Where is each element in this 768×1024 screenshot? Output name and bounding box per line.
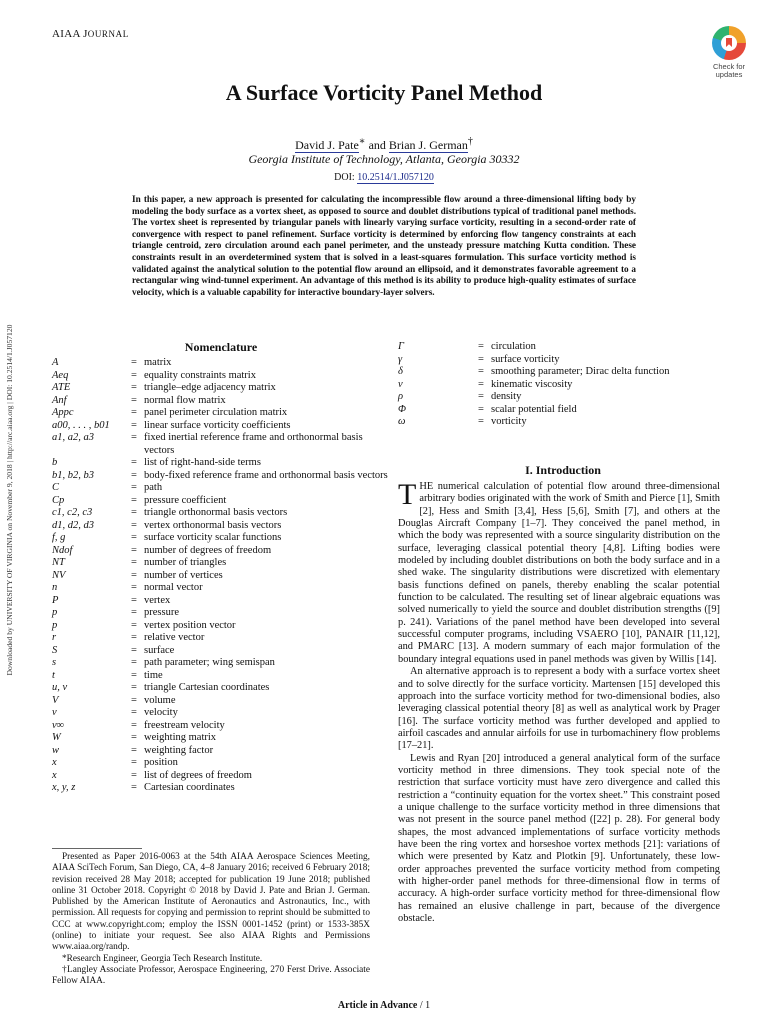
nomenclature-symbol: Ndof (52, 544, 73, 556)
nomenclature-definition: time (144, 669, 163, 681)
nomenclature-right-list (398, 341, 728, 429)
nomenclature-definition: number of vertices (144, 569, 223, 581)
badge-line1: Check for (712, 62, 746, 71)
nomenclature-definition: weighting factor (144, 744, 214, 756)
footnote-rule (52, 848, 142, 849)
nomenclature-definition: surface (144, 644, 175, 656)
nomenclature-equals: = (131, 494, 137, 506)
nomenclature-symbol: b⃗ (52, 457, 66, 468)
nomenclature-equals: = (131, 782, 137, 793)
nomenclature-equals: = (478, 391, 484, 402)
nomenclature-equals: = (131, 707, 137, 718)
nomenclature-entry (398, 341, 728, 354)
nomenclature-entry (52, 470, 390, 483)
nomenclature-entry (52, 582, 390, 595)
nomenclature-equals: = (131, 744, 137, 756)
nomenclature-symbol: ρ (398, 391, 404, 402)
nomenclature-entry (398, 366, 728, 379)
drop-cap: T (398, 478, 417, 511)
nomenclature-symbol: S (52, 644, 58, 656)
nomenclature-entry (52, 495, 390, 508)
nomenclature-entry (52, 607, 390, 620)
nomenclature-symbol: a00, . . . , b01 (52, 419, 110, 431)
nomenclature-definition: triangle–edge adjacency matrix (144, 382, 276, 393)
nomenclature-equals: = (478, 403, 484, 415)
nomenclature-entry (52, 520, 390, 533)
nomenclature-symbol: w (52, 744, 60, 756)
nomenclature-entry (52, 782, 390, 795)
crossmark-icon (712, 26, 746, 60)
nomenclature-definition: circulation (491, 341, 536, 352)
nomenclature-entry (52, 757, 390, 770)
nomenclature-entry (52, 570, 390, 583)
nomenclature-equals: = (131, 419, 137, 431)
introduction-text (398, 478, 720, 925)
nomenclature-definition: pressure (144, 607, 179, 618)
nomenclature-equals: = (131, 719, 137, 731)
nomenclature-definition: triangle Cartesian coordinates (144, 682, 270, 693)
nomenclature-definition: velocity (144, 707, 178, 718)
nomenclature-entry (52, 645, 390, 658)
author-link-1[interactable]: David J. Pate (295, 138, 359, 152)
nomenclature-equals: = (478, 353, 484, 365)
nomenclature-symbol: Cp (52, 494, 65, 506)
nomenclature-symbol: Φ (398, 403, 406, 415)
author-mark-1[interactable]: ∗ (358, 136, 366, 147)
nomenclature-symbol: W (52, 732, 61, 743)
nomenclature-entry (52, 732, 390, 745)
nomenclature-definition: smoothing parameter; Dirac delta function (491, 366, 670, 377)
intro-paragraph-3: Lewis and Ryan [20] introduced a general analytical form of the surface vorticity method in three dimensions. They took special note of the restriction that surface vorticity must have zero divergence and called this restriction a “continuity equation for the vortex sheet.” This constraint posed a unique challenge to the surface vorticity method in three dimensions that was not present in the source panel method ([22] p. 28). For general body shapes, the most advanced implementations of surface vorticity methods have been the ring vortex and horseshoe vortex methods [21]: variations of which were presented by Katz and Plotkin [9]. Unfortunately, these low-order approaches prevented the surface vorticity method from competing with higher-order panel methods for three-dimensional flow in terms of accuracy. A high-order surface vorticity method for three-dimensional flow has remained an elusive challenge in part, because of the divergence obstacle. (398, 752, 720, 925)
nomenclature-entry (52, 420, 390, 433)
page-footer: Article in Advance / 1 (337, 1000, 431, 1011)
nomenclature-equals: = (131, 457, 137, 468)
nomenclature-entry (52, 720, 390, 733)
nomenclature-definition: vertex orthonormal basis vectors (144, 519, 282, 531)
nomenclature-definition: path (144, 482, 163, 493)
check-for-updates-badge[interactable] (700, 24, 758, 84)
section-heading-introduction: I. Introduction (525, 463, 601, 477)
affiliation: Georgia Institute of Technology, Atlanta, Georgia 30332 (248, 152, 520, 166)
abstract: In this paper, a new approach is presented for calculating the incompressible flow around a three-dimensional lifting body by modeling the body surface as a vortex sheet, as opposed to source and doublet distributions typical of traditional panel methods. The vortex sheet is represented by triangular panels with linearly varying surface vorticity, resulting in a second-order rate of convergence with respect to panel refinement. Surface vorticity is determined by enforcing flow tangency constraints at each triangle centroid, zero circulation around each panel perimeter, and the unsteady pressure matching Kutta condition. These constraints result in an overdetermined system that is solved in a least-squares formulation. This surface vorticity method is validated against the analytical solution to the potential flow around an ellipsoid, and it demonstrates favorable agreement to a rectangular wing wind-tunnel experiment. An advantage of this method is its ability to produce high-quality estimates of surface velocity, which is a valuable capability for interactive boundary-layer solvers. (132, 194, 636, 297)
nomenclature-equals: = (131, 694, 137, 706)
nomenclature-entry (52, 382, 390, 395)
intro-paragraph-2: An alternative approach is to represent a body with a surface vortex sheet and to solve directly for the surface vorticity. Martensen [15] developed this approach into the surface vorticity method for two-dimensional bodies, also leveraging classical potential theory [8] as well as analytical work by Prager [16]. The surface vorticity method was further developed and applied to airfoil cascades and annular airfoils for use in turbomachinery flow problems [17–21]. (398, 666, 720, 752)
nomenclature-entry (52, 557, 390, 570)
nomenclature-symbol: Aeq (52, 369, 69, 381)
nomenclature-definition: panel perimeter circulation matrix (144, 407, 288, 418)
author-link-2[interactable]: Brian J. German (388, 138, 468, 152)
nomenclature-definition: number of triangles (144, 557, 227, 568)
nomenclature-equals: = (131, 382, 137, 393)
nomenclature-symbol: Appc (52, 407, 74, 418)
nomenclature-definition: fixed inertial reference frame and orthonormal basis vectors (144, 432, 363, 456)
footnote-author-1: *Research Engineer, Georgia Tech Research Institute. (62, 953, 263, 964)
nomenclature-symbol: x, y, z (52, 782, 76, 793)
nomenclature-entry (398, 379, 728, 392)
nomenclature-entry (398, 404, 728, 417)
nomenclature-definition: scalar potential field (491, 403, 577, 415)
nomenclature-equals: = (478, 416, 484, 427)
paper-title: A Surface Vorticity Panel Method (225, 80, 543, 105)
nomenclature-symbol: p (52, 619, 58, 631)
nomenclature-equals: = (478, 378, 484, 390)
nomenclature-equals: = (131, 432, 137, 443)
nomenclature-definition: matrix (144, 357, 172, 368)
nomenclature-symbol: u, v (52, 682, 68, 693)
nomenclature-definition: vertex position vector (144, 619, 236, 631)
nomenclature-equals: = (131, 669, 137, 681)
doi-link[interactable]: 10.2514/1.J057120 (357, 172, 434, 183)
nomenclature-entry (52, 482, 390, 495)
nomenclature-symbol: s (52, 657, 57, 668)
nomenclature-symbol: x⃗ (52, 769, 65, 781)
footnote-author-2: †Langley Associate Professor, Aerospace Engineering, 270 Ferst Drive. Associate Fellow AIAA. (52, 964, 370, 987)
nomenclature-equals: = (131, 569, 137, 581)
nomenclature-definition: vertex (144, 594, 171, 606)
page-number: 1 (425, 1000, 431, 1011)
nomenclature-equals: = (131, 544, 137, 556)
nomenclature-symbol: n (52, 582, 58, 593)
nomenclature-symbol: v (52, 707, 57, 718)
nomenclature-definition: list of right-hand-side terms (144, 457, 261, 468)
nomenclature-symbol: d1, d2, d3 (52, 519, 94, 531)
nomenclature-entry (52, 595, 390, 608)
nomenclature-symbol: f, g (52, 532, 66, 543)
nomenclature-equals: = (131, 369, 137, 381)
nomenclature-equals: = (131, 407, 137, 418)
nomenclature-symbol: δ (398, 366, 403, 377)
download-side-note: Downloaded by UNIVERSITY OF VIRGINIA on November 9, 2018 | http://arc.aiaa.org | DOI: 10.2514/1.J057120 (5, 324, 14, 676)
nomenclature-definition: vorticity (491, 416, 527, 427)
nomenclature-symbol: x (52, 757, 57, 768)
nomenclature-equals: = (131, 519, 137, 531)
nomenclature-entry (52, 707, 390, 720)
nomenclature-definition: weighting matrix (144, 732, 217, 743)
nomenclature-equals: = (131, 644, 137, 656)
nomenclature-definition: position (144, 757, 178, 768)
nomenclature-definition: surface vorticity scalar functions (144, 532, 282, 543)
nomenclature-symbol: A (52, 357, 59, 368)
nomenclature-definition: freestream velocity (144, 719, 225, 731)
nomenclature-entry (52, 545, 390, 558)
nomenclature-entry (52, 432, 390, 457)
nomenclature-symbol: t (52, 669, 55, 681)
nomenclature-equals: = (131, 532, 137, 543)
doi-line: DOI: 10.2514/1.J057120 (334, 172, 434, 183)
badge-line2: updates (715, 70, 743, 79)
intro-paragraph-1: THE numerical calculation of potential flow around three-dimensional arbitrary bodies originated with the work of Smith and Pierce [1], Smith [2], Hess and Smith [3,4], Hess [5,6], Smith [7], and others at the Douglas Aircraft Company [1–7]. They conceived the panel method, in which the body was represented with a source singularity distribution on the surface, leveraging classical potential theory [4,8]. Lifting bodies were modeled by including doublet distributions on both the body surface and in a shed wake. The singularity distributions were discretized with elementary basis functions defined on panels, thereby enabling the scalar potential function to be calculated. The resulting set of linear algebraic equations was solved numerically to yield the source and doublet distribution strengths ([9] p. 241). Variations of the panel method have been developed into several successful computer programs, including VSAERO [10], PANAIR [11,12], and PMARC [13]. A modern summary of each major formulation of the boundary integral equations used in panel methods was given by Willis [14]. (398, 478, 720, 665)
nomenclature-symbol: c1, c2, c3 (52, 507, 93, 518)
nomenclature-definition: Cartesian coordinates (144, 782, 235, 793)
nomenclature-symbol: Γ (398, 341, 404, 352)
nomenclature-definition: list of degrees of freedom (144, 769, 252, 781)
nomenclature-entry (52, 657, 390, 670)
author-line: David J. Pate∗ and Brian J. German† (295, 136, 473, 152)
nomenclature-entry (398, 416, 728, 429)
journal-name: AIAA JOURNAL (52, 28, 129, 40)
nomenclature-heading: Nomenclature (184, 340, 258, 354)
nomenclature-symbol: Anf (52, 394, 67, 406)
nomenclature-entry (52, 745, 390, 758)
nomenclature-symbol: v∞ (52, 719, 65, 731)
nomenclature-equals: = (131, 482, 137, 493)
nomenclature-symbol: a1, a2, a3 (52, 432, 94, 443)
nomenclature-equals: = (131, 394, 137, 406)
nomenclature-entry (52, 532, 390, 545)
nomenclature-definition: linear surface vorticity coefficients (144, 419, 291, 431)
nomenclature-entry (52, 457, 390, 470)
nomenclature-equals: = (131, 582, 137, 593)
nomenclature-definition: path parameter; wing semispan (144, 657, 275, 668)
nomenclature-entry (52, 682, 390, 695)
nomenclature-symbol: ATE (52, 382, 71, 393)
nomenclature-equals: = (131, 469, 137, 481)
nomenclature-equals: = (131, 507, 137, 518)
nomenclature-symbol: NT (52, 557, 65, 568)
nomenclature-symbol: P (52, 594, 59, 606)
nomenclature-equals: = (131, 769, 137, 781)
nomenclature-entry (52, 370, 390, 383)
nomenclature-definition: kinematic viscosity (491, 378, 573, 390)
nomenclature-equals: = (131, 557, 137, 568)
nomenclature-definition: normal flow matrix (144, 394, 226, 406)
nomenclature-entry (52, 632, 390, 645)
author-mark-2[interactable]: † (467, 136, 473, 147)
nomenclature-entry (398, 391, 728, 404)
nomenclature-symbol: V (52, 694, 59, 706)
nomenclature-symbol: r (52, 632, 57, 643)
nomenclature-equals: = (131, 594, 137, 606)
nomenclature-definition: body-fixed reference frame and orthonormal basis vectors (144, 469, 388, 481)
nomenclature-equals: = (131, 682, 137, 693)
nomenclature-definition: surface vorticity (491, 353, 560, 365)
nomenclature-definition: equality constraints matrix (144, 369, 256, 381)
nomenclature-equals: = (131, 357, 137, 368)
nomenclature-definition: density (491, 391, 522, 402)
nomenclature-equals: = (131, 657, 137, 668)
nomenclature-entry (52, 695, 390, 708)
nomenclature-definition: triangle orthonormal basis vectors (144, 507, 288, 518)
nomenclature-symbol: C (52, 482, 60, 493)
nomenclature-equals: = (131, 607, 137, 618)
nomenclature-entry (398, 354, 728, 367)
nomenclature-equals: = (131, 732, 137, 743)
nomenclature-definition: normal vector (144, 582, 203, 593)
nomenclature-entry (52, 620, 390, 633)
nomenclature-entry (52, 670, 390, 683)
nomenclature-symbol: b1, b2, b3 (52, 469, 94, 481)
nomenclature-symbol: γ (398, 353, 403, 365)
nomenclature-equals: = (478, 366, 484, 377)
footnote-presentation: Presented as Paper 2016-0063 at the 54th AIAA Aerospace Sciences Meeting, AIAA SciTech Forum, San Diego, CA, 4–8 January 2016; received 6 February 2018; revision received 28 May 2018; accepted for publication 19 June 2018; published online 31 October 2018. Copyright © 2018 by David J. Pate and Brian J. German. Published by the American Institute of Aeronautics and Astronautics, Inc., with permission. All requests for copying and permission to reprint should be submitted to CCC at www.copyright.com; employ the ISSN 0001-1452 (print) or 1533-385X (online) to initiate your request. See also AIAA Rights and Permissions www.aiaa.org/randp. (52, 852, 370, 953)
nomenclature-equals: = (478, 341, 484, 352)
nomenclature-equals: = (131, 619, 137, 631)
footnotes (52, 852, 370, 988)
nomenclature-entry (52, 407, 390, 420)
nomenclature-entry (52, 507, 390, 520)
nomenclature-definition: volume (144, 694, 176, 706)
nomenclature-left-list (52, 357, 390, 795)
nomenclature-definition: pressure coefficient (144, 494, 227, 506)
nomenclature-entry (52, 357, 390, 370)
nomenclature-symbol: NV (52, 569, 66, 581)
nomenclature-equals: = (131, 757, 137, 768)
nomenclature-symbol: ν (398, 378, 403, 390)
nomenclature-equals: = (131, 632, 137, 643)
nomenclature-symbol: ω (398, 416, 406, 427)
nomenclature-entry (52, 770, 390, 783)
nomenclature-symbol: p (52, 607, 58, 618)
nomenclature-entry (52, 395, 390, 408)
nomenclature-definition: number of degrees of freedom (144, 544, 272, 556)
nomenclature-definition: relative vector (144, 632, 205, 643)
